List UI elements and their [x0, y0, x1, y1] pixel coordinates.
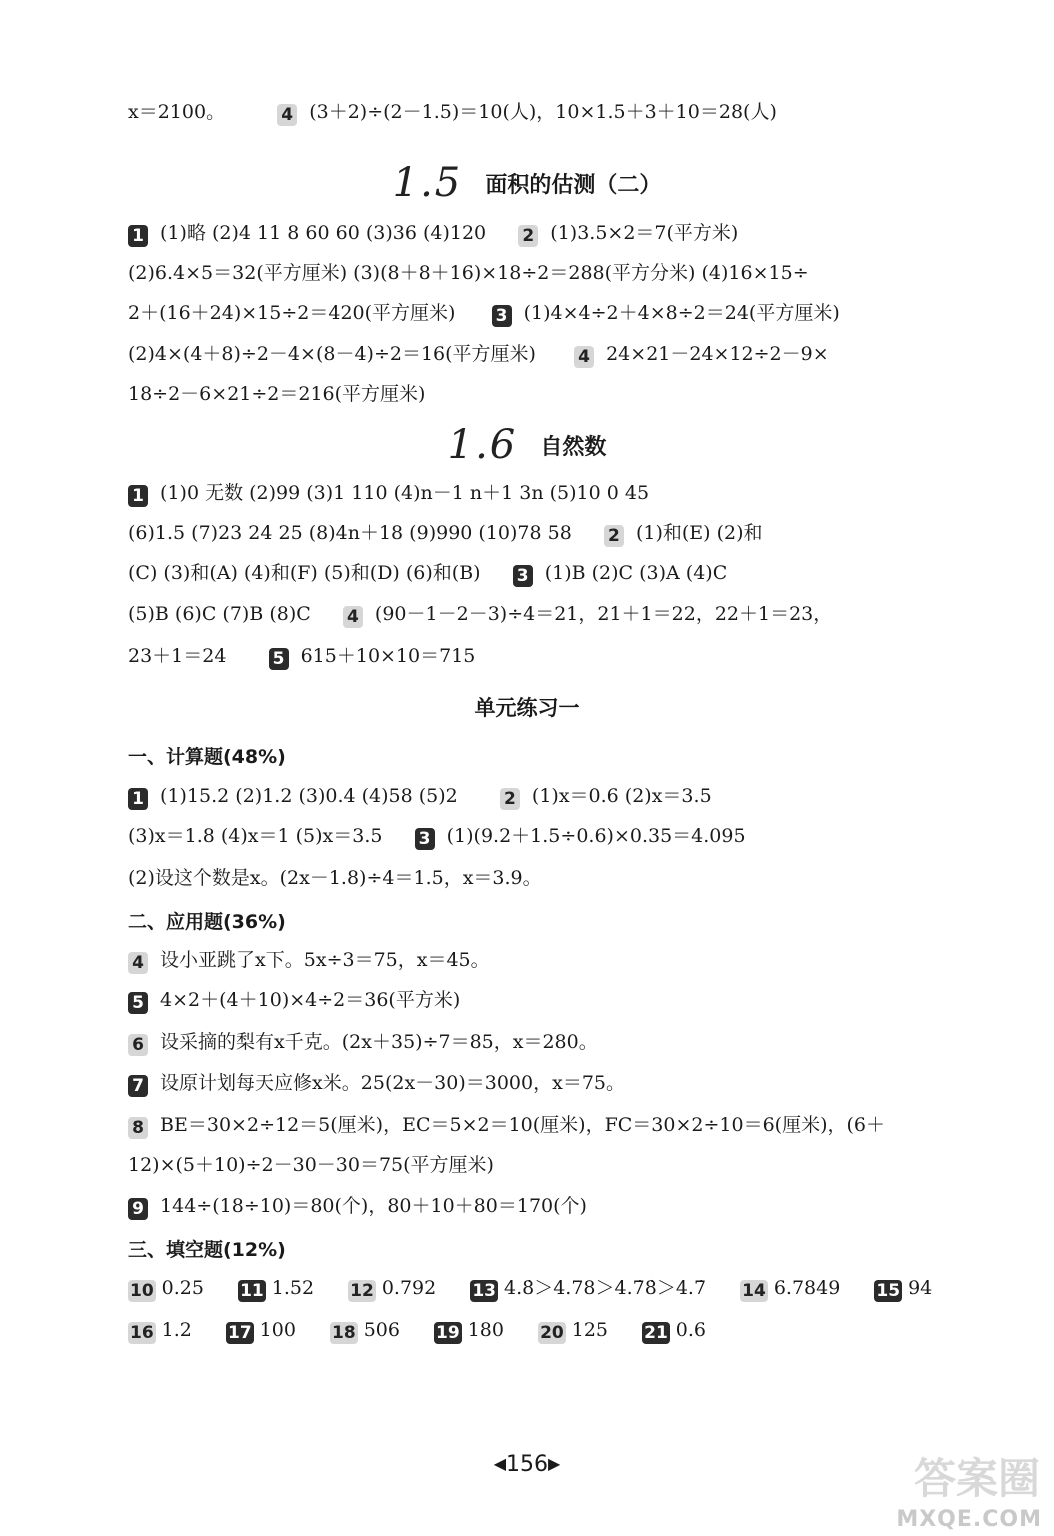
answer-text: 18÷2－6×21÷2＝216(平方厘米) — [128, 383, 426, 405]
question-number-badge: 1 — [128, 788, 148, 810]
answer-line — [128, 866, 988, 890]
answer-line — [128, 521, 988, 547]
unit-title: 单元练习一 — [474, 696, 580, 720]
answer-text: 4.8̇＞4.78＞4.7̇8̇＞4.7̇ — [504, 1277, 707, 1299]
question-number-badge: 14 — [742, 1281, 766, 1301]
answer-line — [128, 1194, 988, 1220]
answer-text: (5)B (6)C (7)B (8)C — [128, 603, 311, 625]
question-number-badge: 13 — [472, 1281, 496, 1301]
answer-line — [128, 481, 988, 507]
answer-line — [128, 1153, 988, 1177]
answer-text: (1)4×4÷2＋4×8÷2＝24(平方厘米) — [523, 302, 840, 324]
answer-text: (1)B (2)C (3)A (4)C — [544, 562, 728, 584]
answer-text: (2)设这个数是x。(2x－1.8)÷4＝1.5，x＝3.9。 — [128, 867, 542, 889]
answer-text: 6.7849 — [773, 1277, 841, 1299]
answer-text: (3＋2)÷(2－1.5)＝10(人)，10×1.5＋3＋10＝28(人) — [309, 101, 777, 123]
question-number-badge: 1 — [128, 225, 148, 247]
part-title: 二、应用题(36%) — [128, 911, 286, 933]
answer-text: (6)1.5 (7)23 24 25 (8)4n＋18 (9)990 (10)78 58 — [128, 522, 572, 544]
answer-text: 24×21－24×12÷2－9× — [606, 343, 829, 365]
section-number: 1.6 — [447, 422, 518, 468]
answer-text: 0.6 — [675, 1319, 706, 1341]
watermark-big-text: 答案圈 — [913, 1454, 1040, 1503]
answer-line — [128, 1276, 988, 1302]
answer-line — [128, 784, 988, 810]
answer-line — [128, 948, 988, 974]
question-number-badge: 12 — [350, 1281, 374, 1301]
question-number-badge: 6 — [128, 1034, 148, 1056]
question-number-badge: 2 — [604, 525, 624, 547]
answer-text: 设原计划每天应修x米。25(2x－30)＝3000，x＝75。 — [160, 1072, 625, 1094]
watermark-url-text: MXQE.COM — [896, 1507, 1042, 1532]
question-number-badge: 1 — [128, 485, 148, 507]
question-number-badge: 18 — [332, 1323, 356, 1343]
answer-line — [128, 1030, 988, 1056]
question-number-badge: 5 — [269, 648, 289, 670]
answer-line — [128, 644, 988, 670]
answer-text: (2)4×(4＋8)÷2－4×(8－4)÷2＝16(平方厘米) — [128, 343, 536, 365]
section-heading-1-6 — [0, 422, 1054, 468]
answer-text: (1)0 无数 (2)99 (3)1 110 (4)n－1 n＋1 3n (5)10 0 45 — [160, 482, 650, 504]
question-number-badge: 20 — [540, 1323, 564, 1343]
question-number-badge: 4 — [128, 952, 148, 974]
answer-line — [128, 342, 988, 368]
answer-text: (1)x＝0.6 (2)x＝3.5 — [531, 785, 712, 807]
page-number-text: 156 — [506, 1452, 548, 1477]
question-number-badge: 3 — [513, 565, 533, 587]
answer-text: (1)15.2 (2)1.2 (3)0.4 (4)58 (5)2 — [160, 785, 458, 807]
section-title: 面积的估测（二） — [485, 173, 662, 198]
answer-line — [128, 301, 988, 327]
answer-text: (2)6.4×5＝32(平方厘米) (3)(8＋8＋16)×18÷2＝288(平方分米) (4)16×15÷ — [128, 262, 809, 284]
answer-text: 0.25 — [161, 1277, 204, 1299]
question-number-badge: 17 — [227, 1323, 252, 1343]
answer-text: 设小亚跳了x下。5x÷3＝75，x＝45。 — [160, 949, 490, 971]
question-number-badge: 4 — [574, 346, 594, 368]
answer-text: 0.792 — [381, 1277, 437, 1299]
answer-text: (90－1－2－3)÷4＝21，21＋1＝22，22＋1＝23， — [374, 603, 833, 625]
answer-text: (3)x＝1.8 (4)x＝1 (5)x＝3.5 — [128, 825, 383, 847]
question-number-badge: 11 — [240, 1281, 264, 1301]
question-number-badge: 8 — [128, 1117, 148, 1139]
question-number-badge: 3 — [492, 305, 512, 327]
answer-text: (1)和(E) (2)和 — [635, 522, 763, 544]
left-triangle-icon: ◀ — [493, 1454, 506, 1473]
top-answer-line — [128, 100, 988, 126]
answer-line — [128, 1071, 988, 1097]
part-title: 一、计算题(48%) — [128, 746, 286, 768]
question-number-badge: 4 — [277, 104, 297, 126]
section-number: 1.5 — [392, 160, 463, 206]
answer-text: 23＋1＝24 — [128, 645, 227, 667]
question-number-badge: 21 — [644, 1323, 668, 1343]
question-number-badge: 4 — [343, 606, 363, 628]
answer-text: (1)(9.2＋1.5÷0.6)×0.35＝4.095 — [446, 825, 746, 847]
answer-text: 1.52 — [271, 1277, 315, 1299]
answer-line — [128, 988, 988, 1014]
answer-line — [128, 824, 988, 850]
answer-line — [128, 602, 988, 628]
answer-text: 125 — [571, 1319, 609, 1341]
question-number-badge: 15 — [876, 1281, 901, 1301]
answer-text: 506 — [363, 1319, 400, 1341]
answer-text: (1)略 (2)4 11 8 60 60 (3)36 (4)120 — [160, 222, 487, 244]
answer-line — [128, 261, 988, 285]
question-number-badge: 16 — [130, 1323, 154, 1343]
answer-text: 94 — [908, 1277, 933, 1299]
answer-text: 4×2＋(4＋10)×4÷2＝36(平方米) — [160, 989, 461, 1011]
question-number-badge: 2 — [518, 225, 538, 247]
answer-text: (1)3.5×2＝7(平方米) — [550, 222, 739, 244]
answer-text: BE＝30×2÷12＝5(厘米)，EC＝5×2＝10(厘米)，FC＝30×2÷10＝6(厘米)，(6＋ — [160, 1114, 885, 1136]
answer-text: 100 — [259, 1319, 296, 1341]
question-number-badge: 7 — [128, 1075, 148, 1097]
answer-text: 180 — [467, 1319, 504, 1341]
question-number-badge: 19 — [436, 1323, 460, 1343]
question-number-badge: 5 — [128, 992, 148, 1014]
watermark-logo — [820, 1390, 1050, 1536]
question-number-badge: 10 — [130, 1281, 154, 1301]
answer-line — [128, 221, 988, 247]
answer-text: 2＋(16＋24)×15÷2＝420(平方厘米) — [128, 302, 456, 324]
section-title: 自然数 — [540, 435, 607, 460]
section-heading-1-5 — [0, 160, 1054, 206]
part-title: 三、填空题(12%) — [128, 1239, 286, 1261]
answer-line — [128, 1318, 988, 1344]
answer-text: 设采摘的梨有x千克。(2x＋35)÷7＝85，x＝280。 — [160, 1031, 598, 1053]
answer-text: 144÷(18÷10)＝80(个)，80＋10＋80＝170(个) — [160, 1195, 587, 1217]
answer-line — [128, 561, 988, 587]
question-number-badge: 2 — [500, 788, 520, 810]
question-number-badge: 9 — [128, 1198, 148, 1220]
right-triangle-icon: ▶ — [548, 1454, 561, 1473]
answer-line — [128, 382, 988, 406]
answer-text: 615＋10×10＝715 — [300, 645, 476, 667]
answer-line — [128, 1113, 988, 1139]
answer-text: 1.2 — [161, 1319, 192, 1341]
answer-text: (C) (3)和(A) (4)和(F) (5)和(D) (6)和(B) — [128, 562, 481, 584]
answer-text: 12)×(5＋10)÷2－30－30＝75(平方厘米) — [128, 1154, 494, 1176]
answer-text: x＝2100。 — [128, 101, 226, 123]
question-number-badge: 3 — [415, 828, 435, 850]
